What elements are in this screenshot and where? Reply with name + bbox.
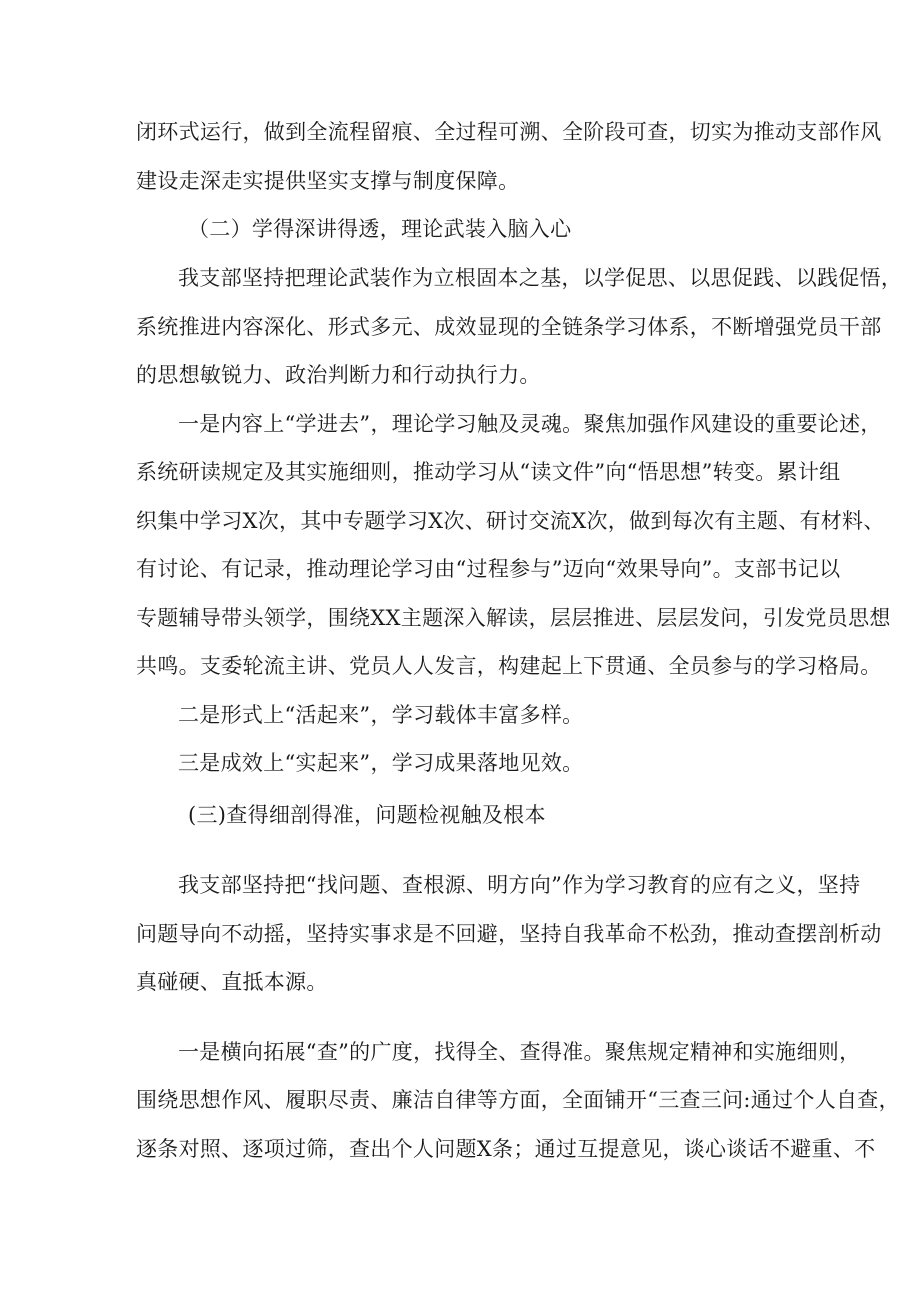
text-line: 系统研读规定及其实施细则，推动学习从“读文件”向“悟思想”转变。累计组 <box>136 460 841 484</box>
text-line: 织集中学习X次，其中专题学习X次、研讨交流X次，做到每次有主题、有材料、 <box>136 509 885 533</box>
section-heading: (三)查得细剖得准，问题检视触及根本 <box>188 803 546 827</box>
text-line: 一是内容上“学进去”，理论学习触及灵魂。聚焦加强作风建设的重要论述， <box>178 412 882 436</box>
text-line: 问题导向不动摇，坚持实事求是不回避，坚持自我革命不松劲，推动查摆剖析动 <box>136 922 882 946</box>
text-line: 三是成效上“实起来”，学习成果落地见效。 <box>178 751 584 775</box>
text-line: 围绕思想作风、履职尽责、廉洁自律等方面，全面铺开“三查三问:通过个人自查， <box>136 1088 900 1112</box>
text-line: 有讨论、有记录，推动理论学习由“过程参与”迈向“效果导向”。支部书记以 <box>136 557 841 581</box>
text-line: 我支部坚持把理论武装作为立根固本之基，以学促思、以思促践、以践促悟， <box>178 266 903 290</box>
text-line: 系统推进内容深化、形式多元、成效显现的全链条学习体系，不断增强党员干部 <box>136 315 882 339</box>
text-line: 二是形式上“活起来”，学习载体丰富多样。 <box>178 703 584 727</box>
section-heading: （二）学得深讲得透，理论武装入脑入心 <box>188 217 572 241</box>
text-line: 专题辅导带头领学，围绕XX主题深入解读，层层推进、层层发问，引发党员思想 <box>136 606 891 630</box>
text-line: 共鸣。支委轮流主讲、党员人人发言，构建起上下贯通、全员参与的学习格局。 <box>136 654 882 678</box>
text-line: 真碰硬、直抵本源。 <box>136 970 328 994</box>
text-line: 逐条对照、逐项过筛，查出个人问题X条；通过互提意见，谈心谈话不避重、不 <box>136 1137 876 1161</box>
text-line: 闭环式运行，做到全流程留痕、全过程可溯、全阶段可查，切实为推动支部作风 <box>136 120 882 144</box>
text-line: 建设走深走实提供坚实支撑与制度保障。 <box>136 169 520 193</box>
text-line: 我支部坚持把“找问题、查根源、明方向”作为学习教育的应有之义，坚持 <box>178 873 861 897</box>
text-line: 一是横向拓展“查”的广度，找得全、查得准。聚焦规定精神和实施细则， <box>178 1040 861 1064</box>
text-line: 的思想敏锐力、政治判断力和行动执行力。 <box>136 363 541 387</box>
